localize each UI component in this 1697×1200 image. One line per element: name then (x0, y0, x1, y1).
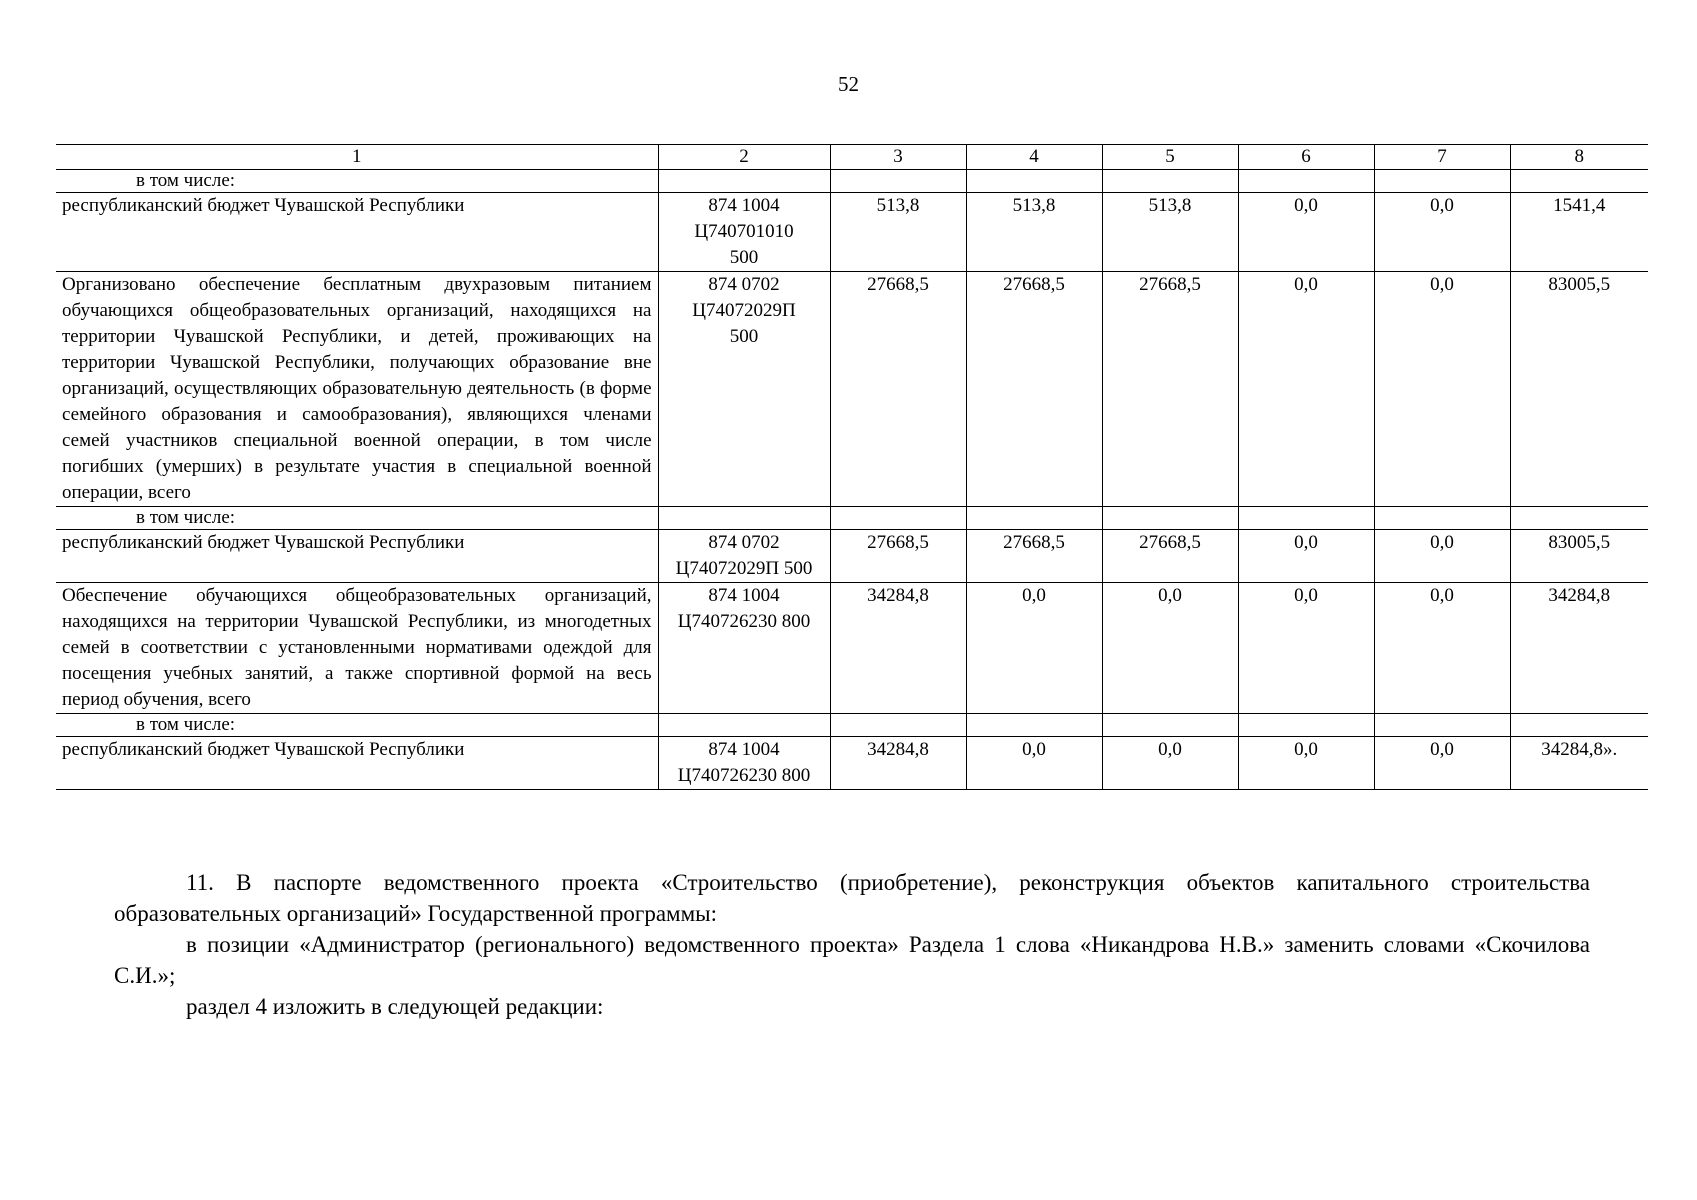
column-header: 1 (56, 145, 658, 170)
value-cell: 0,0 (1374, 737, 1510, 790)
budget-code-line: 500 (729, 326, 759, 347)
column-header: 8 (1510, 145, 1648, 170)
budget-code-line: Ц74072029П (692, 300, 796, 321)
paragraph: раздел 4 изложить в следующей редакции: (186, 994, 604, 1019)
empty-cell (1510, 714, 1648, 737)
body-text (114, 867, 1590, 1022)
empty-cell (1102, 507, 1238, 530)
empty-cell (1510, 170, 1648, 193)
value-cell: 83005,5 (1510, 272, 1648, 507)
subheader-row (56, 170, 1648, 193)
value-cell: 0,0 (1374, 193, 1510, 272)
value-cell: 34284,8». (1510, 737, 1648, 790)
table-row (56, 737, 1648, 790)
empty-cell (1238, 170, 1374, 193)
empty-cell (658, 714, 830, 737)
budget-code-line: 874 1004 (708, 739, 780, 760)
table-row (56, 530, 1648, 583)
column-header: 2 (658, 145, 830, 170)
value-cell: 0,0 (966, 737, 1102, 790)
empty-cell (1102, 714, 1238, 737)
column-header: 7 (1374, 145, 1510, 170)
value-cell: 0,0 (1102, 583, 1238, 714)
value-cell: 0,0 (1238, 737, 1374, 790)
budget-code-line: 874 1004 (708, 195, 780, 216)
value-cell: 513,8 (966, 193, 1102, 272)
column-header: 5 (1102, 145, 1238, 170)
value-cell: 0,0 (1374, 530, 1510, 583)
empty-cell (658, 507, 830, 530)
empty-cell (830, 170, 966, 193)
budget-code-line: Ц74072029П 500 (675, 558, 813, 579)
value-cell: 0,0 (1102, 737, 1238, 790)
value-cell: 0,0 (1374, 583, 1510, 714)
value-cell: 27668,5 (966, 530, 1102, 583)
table-row (56, 583, 1648, 714)
value-cell: 27668,5 (966, 272, 1102, 507)
value-cell: 27668,5 (830, 272, 966, 507)
budget-code-line: Ц740726230 800 (677, 611, 811, 632)
budget-code (658, 272, 830, 507)
empty-cell (966, 714, 1102, 737)
row-label: республиканский бюджет Чувашской Республики (56, 530, 658, 583)
column-header: 4 (966, 145, 1102, 170)
budget-code (658, 530, 830, 583)
empty-cell (830, 507, 966, 530)
paragraph: 11. В паспорте ведомственного проекта «Строительство (приобретение), реконструкция объектов капитального строительства образовательных организаций» Государственной программы: (114, 870, 1590, 926)
paragraph: в позиции «Администратор (регионального) ведомственного проекта» Раздела 1 слова «Никандрова Н.В.» заменить словами «Скочилова С.И.»; (114, 932, 1590, 988)
row-label: в том числе: (56, 170, 658, 193)
value-cell: 27668,5 (1102, 272, 1238, 507)
column-header: 3 (830, 145, 966, 170)
empty-cell (1238, 507, 1374, 530)
budget-code-line: 874 0702 (708, 274, 780, 295)
budget-code (658, 193, 830, 272)
empty-cell (966, 507, 1102, 530)
table-row (56, 193, 1648, 272)
value-cell: 513,8 (830, 193, 966, 272)
value-cell: 1541,4 (1510, 193, 1648, 272)
empty-cell (1374, 714, 1510, 737)
row-label: в том числе: (56, 714, 658, 737)
value-cell: 34284,8 (830, 737, 966, 790)
value-cell: 0,0 (1238, 272, 1374, 507)
budget-code-line: Ц740726230 800 (677, 765, 811, 786)
row-label: в том числе: (56, 507, 658, 530)
budget-code (658, 737, 830, 790)
value-cell: 83005,5 (1510, 530, 1648, 583)
row-label: республиканский бюджет Чувашской Республики (56, 737, 658, 790)
value-cell: 27668,5 (830, 530, 966, 583)
row-label: Обеспечение обучающихся общеобразовательных организаций, находящихся на территории Чувашской Республики, из многодетных семей в соответствии с установленными нормативами одеждой для посещения учебных занятий, а также спортивной формой на весь период обучения, всего (56, 583, 658, 714)
table-header-row (56, 145, 1648, 170)
table-row (56, 272, 1648, 507)
budget-code (658, 583, 830, 714)
value-cell: 0,0 (1238, 583, 1374, 714)
value-cell: 0,0 (1374, 272, 1510, 507)
budget-table (56, 144, 1648, 790)
page-number: 52 (838, 72, 859, 96)
empty-cell (1102, 170, 1238, 193)
value-cell: 34284,8 (1510, 583, 1648, 714)
value-cell: 513,8 (1102, 193, 1238, 272)
empty-cell (1510, 507, 1648, 530)
empty-cell (1374, 507, 1510, 530)
budget-code-line: 874 0702 (708, 532, 780, 553)
column-header: 6 (1238, 145, 1374, 170)
value-cell: 0,0 (1238, 193, 1374, 272)
row-label: республиканский бюджет Чувашской Республики (56, 193, 658, 272)
budget-code-line: 500 (729, 247, 759, 268)
budget-code-line: Ц740701010 (694, 221, 794, 242)
value-cell: 34284,8 (830, 583, 966, 714)
empty-cell (830, 714, 966, 737)
empty-cell (1374, 170, 1510, 193)
subheader-row (56, 714, 1648, 737)
row-label: Организовано обеспечение бесплатным двухразовым питанием обучающихся общеобразовательных организаций, находящихся на территории Чувашской Республики, и детей, проживающих на территории Чувашской Республики, получающих образование вне организаций, осуществляющих образовательную деятельность (в форме семейного образования и самообразования), являющихся членами семей участников специальной военной операции, в том числе погибших (умерших) в результате участия в специальной военной операции, всего (56, 272, 658, 507)
subheader-row (56, 507, 1648, 530)
value-cell: 0,0 (1238, 530, 1374, 583)
empty-cell (658, 170, 830, 193)
empty-cell (966, 170, 1102, 193)
value-cell: 27668,5 (1102, 530, 1238, 583)
value-cell: 0,0 (966, 583, 1102, 714)
empty-cell (1238, 714, 1374, 737)
budget-code-line: 874 1004 (708, 585, 780, 606)
